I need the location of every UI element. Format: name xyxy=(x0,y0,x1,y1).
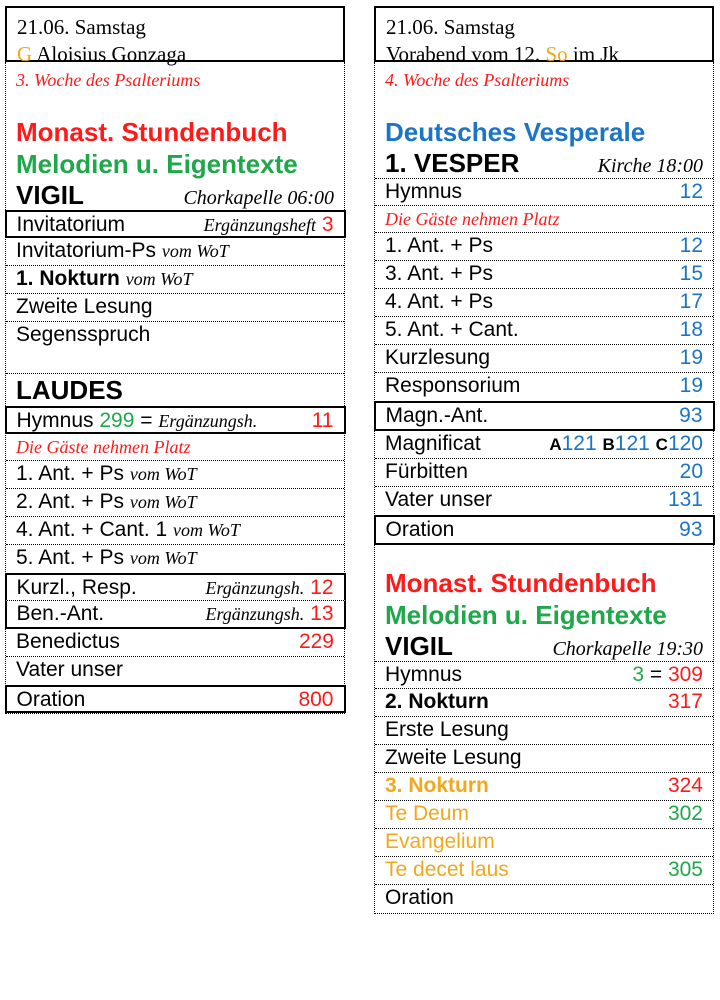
left-zweite-lesung-row xyxy=(6,294,344,322)
right-evangelium-row xyxy=(375,829,713,857)
row-number: 93 xyxy=(679,518,703,541)
row-equals: = xyxy=(649,663,663,686)
row-label: Invitatorium xyxy=(16,213,126,236)
row-number: 3 xyxy=(321,213,334,236)
row-label: Erste Lesung xyxy=(385,718,509,741)
row-note: Ergänzungsh. xyxy=(205,578,305,598)
row-label: 2. Nokturn xyxy=(385,690,489,713)
right-vigil-hymnus-row xyxy=(375,661,713,689)
right-fuerbitten-row xyxy=(375,459,713,487)
right-vesper-heading xyxy=(375,148,713,178)
left-kurzl-row xyxy=(5,573,346,601)
row-number: 800 xyxy=(298,688,334,711)
left-book-melodien: Melodien u. Eigentexte xyxy=(16,149,298,179)
right-vater-unser-row xyxy=(375,487,713,515)
magnificat-b-label: B xyxy=(602,435,615,454)
left-laudes-name: LAUDES xyxy=(16,375,123,405)
right-magnificat-row xyxy=(375,431,713,459)
right-vesper-name: 1. VESPER xyxy=(385,148,520,178)
magnificat-a-number: 121 xyxy=(561,432,597,455)
row-label: Fürbitten xyxy=(385,460,468,483)
row-label: 1. Ant. + Ps xyxy=(16,462,124,485)
left-invitatorium-row xyxy=(5,210,346,238)
row-number: 15 xyxy=(679,262,703,285)
row-number: 11 xyxy=(311,409,334,432)
right-vesper-row-2 xyxy=(375,261,713,289)
row-number: 229 xyxy=(298,630,334,653)
right-vesper-where: Kirche 18:00 xyxy=(597,155,703,177)
left-segensspruch-row xyxy=(6,322,344,350)
row-note: vom WoT xyxy=(125,269,193,289)
left-date: 21.06. Samstag xyxy=(17,15,146,39)
row-number: 324 xyxy=(667,774,703,797)
row-label: Magn.-Ant. xyxy=(385,404,489,427)
right-zweite-lesung-row xyxy=(375,745,713,773)
right-jk: im Jk xyxy=(572,42,619,66)
row-number: 18 xyxy=(679,318,703,341)
left-guests-note: Die Gäste nehmen Platz xyxy=(6,434,344,461)
right-book-vesperale: Deutsches Vesperale xyxy=(385,117,646,147)
row-label: Hymnus xyxy=(16,409,94,432)
right-te-deum-row xyxy=(375,801,713,829)
right-vigil-where: Chorkapelle 19:30 xyxy=(552,638,703,660)
row-label: 5. Ant. + Cant. xyxy=(385,318,519,341)
row-label: 4. Ant. + Ps xyxy=(385,290,493,313)
row-number: 309 xyxy=(667,663,703,686)
row-label: Oration xyxy=(16,688,86,711)
right-erste-lesung-row xyxy=(375,717,713,745)
row-label: Invitatorium-Ps xyxy=(16,239,157,262)
row-label: 3. Ant. + Ps xyxy=(385,262,493,285)
row-number: 302 xyxy=(667,802,703,825)
row-number: 93 xyxy=(679,404,703,427)
row-label: Segensspruch xyxy=(16,323,151,346)
row-label: 1. Ant. + Ps xyxy=(385,234,493,257)
row-note: vom WoT xyxy=(173,520,240,540)
right-column xyxy=(374,6,714,914)
right-vesper-row-1 xyxy=(375,233,713,261)
row-note: vom WoT xyxy=(161,241,229,261)
right-vigil-oration-row xyxy=(375,885,713,913)
row-label: Te decet laus xyxy=(385,858,509,881)
right-oration-row xyxy=(374,515,715,545)
left-laudes-row-4 xyxy=(6,545,344,573)
row-label: Magnificat xyxy=(385,432,481,455)
left-laudes-row-1 xyxy=(6,461,344,489)
row-note: vom WoT xyxy=(129,464,197,484)
right-guests-note: Die Gäste nehmen Platz xyxy=(375,206,713,233)
row-label: 5. Ant. + Ps xyxy=(16,546,124,569)
row-label: Zweite Lesung xyxy=(16,295,153,318)
right-nokturn-3-row xyxy=(375,773,713,801)
row-label: 4. Ant. + Cant. 1 xyxy=(16,518,168,541)
right-te-decet-laus-row xyxy=(375,857,713,885)
magnificat-a-label: A xyxy=(549,435,562,454)
left-laudes-heading xyxy=(6,374,344,406)
magnificat-c-number: 120 xyxy=(667,432,703,455)
row-note: vom WoT xyxy=(129,492,197,512)
left-benedictus-row xyxy=(6,629,344,657)
right-sunday-rank: So xyxy=(545,42,568,66)
row-label: Responsorium xyxy=(385,374,521,397)
left-header xyxy=(5,6,345,66)
right-nokturn-2-row xyxy=(375,689,713,717)
row-label: Kurzl., Resp. xyxy=(16,576,137,599)
row-number: 12 xyxy=(679,180,703,203)
left-feast: Aloisius Gonzaga xyxy=(36,42,187,66)
left-psalter-week: 3. Woche des Psalteriums xyxy=(16,70,201,90)
left-rank: G xyxy=(17,42,33,66)
row-number: 12 xyxy=(310,576,334,599)
right-psalter-week: 4. Woche des Psalteriums xyxy=(385,70,570,90)
right-vorabend: Vorabend vom 12. xyxy=(386,42,541,66)
magnificat-b-number: 121 xyxy=(614,432,650,455)
row-label: 1. Nokturn xyxy=(16,267,120,290)
row-label: Evangelium xyxy=(385,830,495,853)
left-oration-row xyxy=(5,685,346,713)
right-vigil-name: VIGIL xyxy=(385,631,453,661)
row-label: Oration xyxy=(385,518,455,541)
right-header xyxy=(374,6,714,66)
row-note: vom WoT xyxy=(129,548,197,568)
row-note: Ergänzungsheft xyxy=(203,215,316,235)
row-label: Oration xyxy=(385,886,454,909)
row-number: 305 xyxy=(667,858,703,881)
left-laudes-row-3 xyxy=(6,517,344,545)
row-number-green: 299 xyxy=(99,409,135,432)
magnificat-c-label: C xyxy=(655,435,668,454)
row-number: 131 xyxy=(667,488,703,511)
left-body xyxy=(5,62,345,714)
right-body xyxy=(374,62,714,914)
right-vesper-row-3 xyxy=(375,289,713,317)
left-nokturn-row xyxy=(6,266,344,294)
right-vesper-row-4 xyxy=(375,317,713,345)
right-magn-ant-row xyxy=(374,401,715,431)
left-book-monast: Monast. Stundenbuch xyxy=(16,117,288,147)
right-book-melodien: Melodien u. Eigentexte xyxy=(385,600,667,630)
left-vigil-where: Chorkapelle 06:00 xyxy=(183,187,334,209)
row-number-green: 3 xyxy=(632,663,644,686)
right-date: 21.06. Samstag xyxy=(386,15,515,39)
left-ben-ant-row xyxy=(5,601,346,629)
right-book-monast: Monast. Stundenbuch xyxy=(385,568,657,598)
row-label: Te Deum xyxy=(385,802,470,825)
row-number: 13 xyxy=(310,602,334,625)
left-vigil-heading xyxy=(6,180,344,210)
row-note: Ergänzungsh. xyxy=(158,411,258,431)
left-vater-unser-row xyxy=(6,657,344,685)
left-spacer xyxy=(6,350,344,374)
row-number: 317 xyxy=(667,690,703,713)
row-label: Vater unser xyxy=(385,488,492,511)
row-label: 2. Ant. + Ps xyxy=(16,490,124,513)
row-label: Kurzlesung xyxy=(385,346,491,369)
right-hymnus-row xyxy=(375,178,713,206)
row-number: 17 xyxy=(679,290,703,313)
row-number: 12 xyxy=(679,234,703,257)
row-equals: = xyxy=(140,409,153,432)
right-kurzlesung-row xyxy=(375,345,713,373)
row-label: Ben.-Ant. xyxy=(16,602,105,625)
right-vigil-heading xyxy=(375,631,713,661)
row-label: Zweite Lesung xyxy=(385,746,522,769)
row-label: Hymnus xyxy=(385,180,463,203)
row-number: 19 xyxy=(679,374,703,397)
row-label: 3. Nokturn xyxy=(385,774,489,797)
row-label: Vater unser xyxy=(16,658,123,681)
row-number: 20 xyxy=(679,460,703,483)
left-invitatorium-ps-row xyxy=(6,238,344,266)
left-laudes-row-2 xyxy=(6,489,344,517)
row-number: 19 xyxy=(679,346,703,369)
row-label: Hymnus xyxy=(385,663,463,686)
left-hymnus-row xyxy=(5,406,346,434)
left-vigil-name: VIGIL xyxy=(16,180,84,210)
right-responsorium-row xyxy=(375,373,713,401)
left-column xyxy=(5,6,345,714)
row-label: Benedictus xyxy=(16,630,120,653)
row-note: Ergänzungsh. xyxy=(205,604,305,624)
